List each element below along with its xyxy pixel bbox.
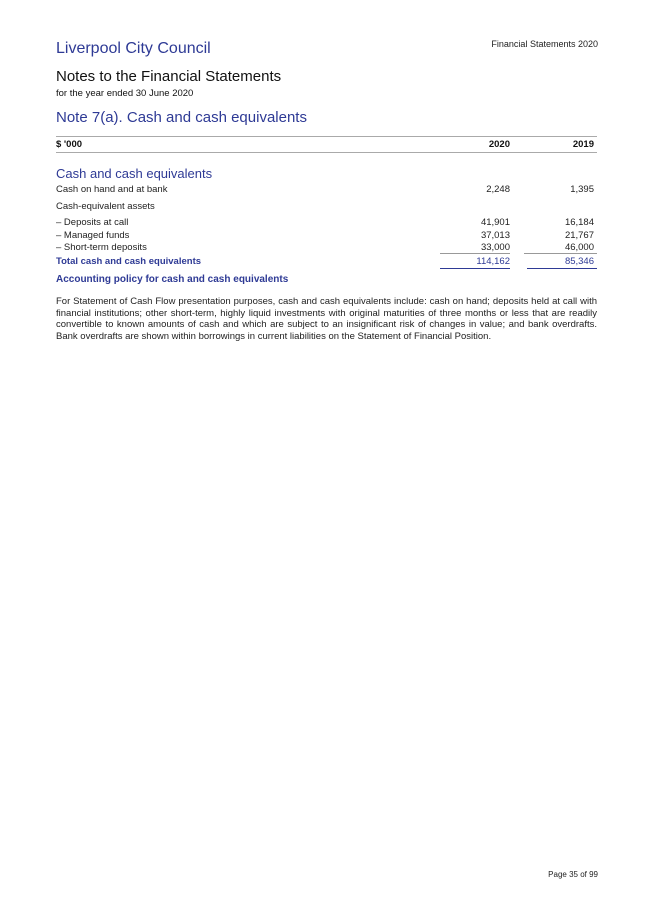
value-2019: 1,395 <box>570 184 594 195</box>
value-2019: 46,000 <box>524 242 597 254</box>
row-label: – Deposits at call <box>56 217 129 228</box>
column-2020-header: 2020 <box>488 139 510 150</box>
period-subtitle: for the year ended 30 June 2020 <box>56 88 194 99</box>
cash-table <box>56 136 597 269</box>
column-2019-header: 2019 <box>572 139 594 150</box>
table-row <box>56 230 597 243</box>
total-2020: 114,162 <box>440 256 510 269</box>
row-label: Cash-equivalent assets <box>56 200 155 212</box>
document-title: Financial Statements 2020 <box>491 39 598 49</box>
table-section-title: Cash and cash equivalents <box>56 166 213 181</box>
table-row <box>56 217 597 230</box>
value-2020: 41,901 <box>480 217 510 228</box>
unit-header: $ '000 <box>56 139 83 150</box>
value-2020: 37,013 <box>480 229 510 241</box>
organization-name: Liverpool City Council <box>56 40 211 57</box>
policy-text: For Statement of Cash Flow presentation purposes, cash and cash equivalents include: cash on hand; deposits held at call with financial institutions; other short-term, highly liquid investments with original maturities of three months or less that are readily convertible to known amounts of cash and which are subject to an insignificant risk of changes in value; and bank overdrafts. Bank overdrafts are shown within borrowings in current liabilities on the Statement of Financial Position. <box>56 296 597 342</box>
page-number: Page 35 of 99 <box>548 870 598 879</box>
value-2019: 21,767 <box>564 229 594 241</box>
section-title: Notes to the Financial Statements <box>56 68 282 85</box>
value-2020: 2,248 <box>486 184 510 195</box>
total-row <box>56 255 597 269</box>
row-label: Cash on hand and at bank <box>56 184 168 195</box>
note-title: Note 7(a). Cash and cash equivalents <box>56 109 307 126</box>
value-2020: 33,000 <box>440 242 510 254</box>
policy-heading: Accounting policy for cash and cash equivalents <box>56 274 289 285</box>
total-label: Total cash and cash equivalents <box>56 255 202 267</box>
table-row <box>56 242 597 255</box>
row-label: – Short-term deposits <box>56 242 147 253</box>
row-label: – Managed funds <box>56 229 130 241</box>
total-2019: 85,346 <box>527 256 597 269</box>
value-2019: 16,184 <box>564 217 594 228</box>
table-header <box>56 136 597 153</box>
table-row <box>56 184 597 197</box>
table-row <box>56 201 597 214</box>
